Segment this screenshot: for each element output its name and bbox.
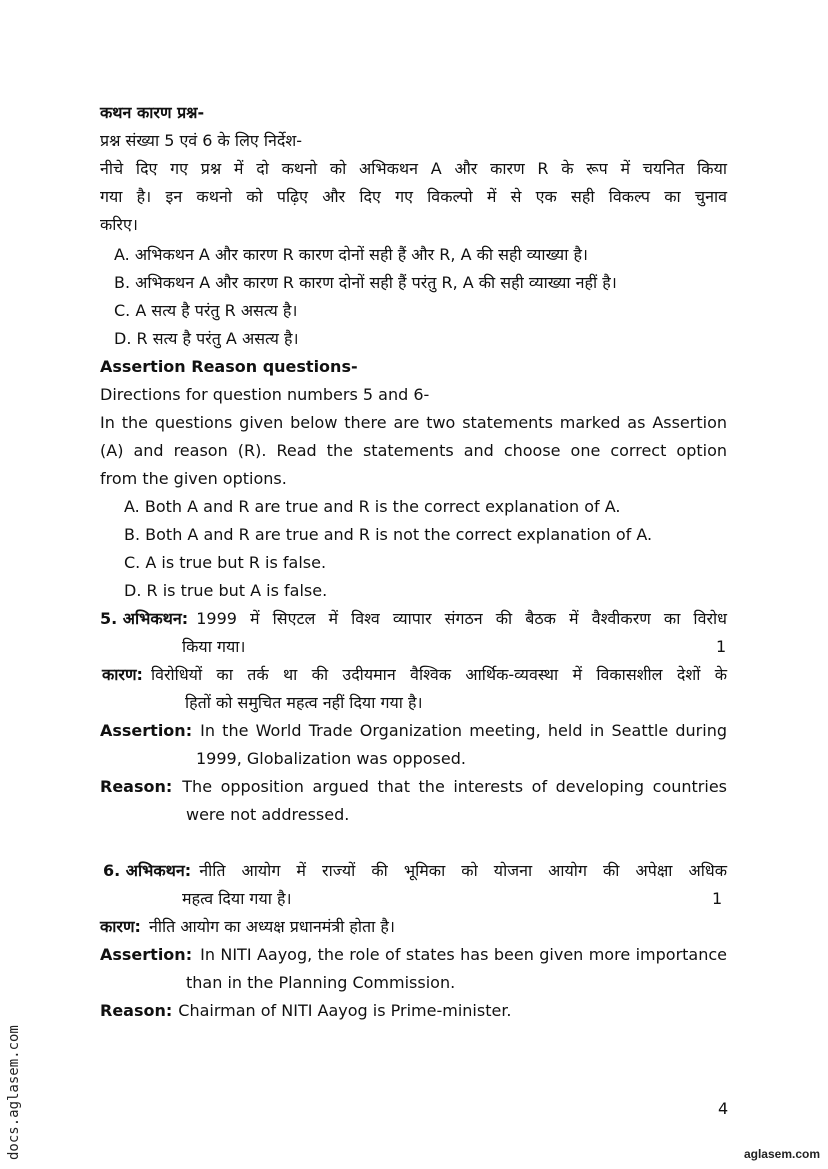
q5-reason-line-1: विरोधियों का तर्क था की उदीयमान वैश्विक आर्थिक-व्यवस्था में विकासशील देशों के (150, 665, 727, 684)
hindi-directions: प्रश्न संख्या 5 एवं 6 के लिए निर्देश- (100, 131, 303, 150)
hindi-para-line-3: करिए। (100, 215, 138, 234)
side-watermark: docs.aglasem.com (6, 1025, 22, 1160)
q5-label: 5. अभिकथन: (100, 609, 189, 628)
english-para-line-1: In the questions given below there are two statements marked as Assertion (100, 413, 727, 432)
hindi-option-a: A. अभिकथन A और कारण R कारण दोनों सही हैं और R, A की सही व्याख्या है। (114, 245, 589, 264)
footer-brand: aglasem.com (743, 1147, 820, 1161)
q5-assertion-en-line-2: 1999, Globalization was opposed. (196, 749, 466, 768)
q6-assertion-en-label: Assertion: (100, 945, 193, 964)
q5-marks: 1 (716, 637, 727, 656)
q5-reason-en-row (100, 776, 727, 798)
q5-reason-en-line-1: The opposition argued that the interests of developing countries (182, 777, 727, 796)
english-option-c: C. A is true but R is false. (124, 553, 327, 572)
english-heading: Assertion Reason questions- (100, 357, 358, 376)
q6-reason-en-line-1: Chairman of NITI Aayog is Prime-minister. (178, 1001, 512, 1020)
q6-reason-label: कारण: (100, 917, 141, 936)
q6-marks: 1 (712, 889, 723, 908)
hindi-heading: कथन कारण प्रश्न- (100, 103, 205, 122)
english-para-line-2: (A) and reason (R). Read the statements and choose one correct option (100, 441, 727, 460)
q6-reason-line-1: नीति आयोग का अध्यक्ष प्रधानमंत्री होता है। (148, 917, 395, 936)
english-option-a: A. Both A and R are true and R is the correct explanation of A. (124, 497, 621, 516)
q6-assertion-en-row (100, 944, 727, 966)
q5-assertion-row (100, 608, 727, 630)
q6-assertion-en-line-2: than in the Planning Commission. (186, 973, 456, 992)
hindi-option-b: B. अभिकथन A और कारण R कारण दोनों सही हैं परंतु R, A की सही व्याख्या नहीं है। (114, 273, 617, 292)
q6-assertion-row (103, 860, 727, 882)
english-directions: Directions for question numbers 5 and 6- (100, 385, 430, 404)
hindi-option-c: C. A सत्य है परंतु R असत्य है। (114, 301, 298, 320)
q6-label: 6. अभिकथन: (103, 861, 192, 880)
q5-assertion-en-row (100, 720, 727, 742)
page-number: 4 (718, 1099, 729, 1118)
q6-assertion-line-2: महत्व दिया गया है। (182, 889, 292, 908)
q5-reason-line-2: हितों को समुचित महत्व नहीं दिया गया है। (185, 693, 423, 712)
q6-assertion-en-line-1: In NITI Aayog, the role of states has been given more importance (200, 945, 727, 964)
q6-reason-en-label: Reason: (100, 1001, 173, 1020)
english-para-line-3: from the given options. (100, 469, 287, 488)
q6-assertion-line-1: नीति आयोग में राज्यों की भूमिका को योजना आयोग की अपेक्षा अधिक (199, 861, 727, 880)
hindi-option-d: D. R सत्य है परंतु A असत्य है। (114, 329, 299, 348)
q5-assertion-en-label: Assertion: (100, 721, 193, 740)
q5-assertion-line-2: किया गया। (182, 637, 246, 656)
q5-assertion-line-1: 1999 में सिएटल में विश्व व्यापार संगठन की बैठक में वैश्वीकरण का विरोध (196, 609, 727, 628)
q5-reason-label: कारण: (102, 665, 143, 684)
q6-reason-row (100, 916, 727, 938)
q5-reason-en-label: Reason: (100, 777, 173, 796)
english-option-b: B. Both A and R are true and R is not the correct explanation of A. (124, 525, 653, 544)
q5-reason-en-line-2: were not addressed. (186, 805, 350, 824)
q5-assertion-en-line-1: In the World Trade Organization meeting, held in Seattle during (200, 721, 727, 740)
q5-reason-row (102, 664, 727, 686)
hindi-para-line-1: नीचे दिए गए प्रश्न में दो कथनो को अभिकथन A और कारण R के रूप में चयनित किया (100, 159, 727, 178)
q6-reason-en-row (100, 1000, 727, 1022)
english-option-d: D. R is true but A is false. (124, 581, 328, 600)
hindi-para-line-2: गया है। इन कथनो को पढ़िए और दिए गए विकल्पो में से एक सही विकल्प का चुनाव (100, 187, 727, 206)
